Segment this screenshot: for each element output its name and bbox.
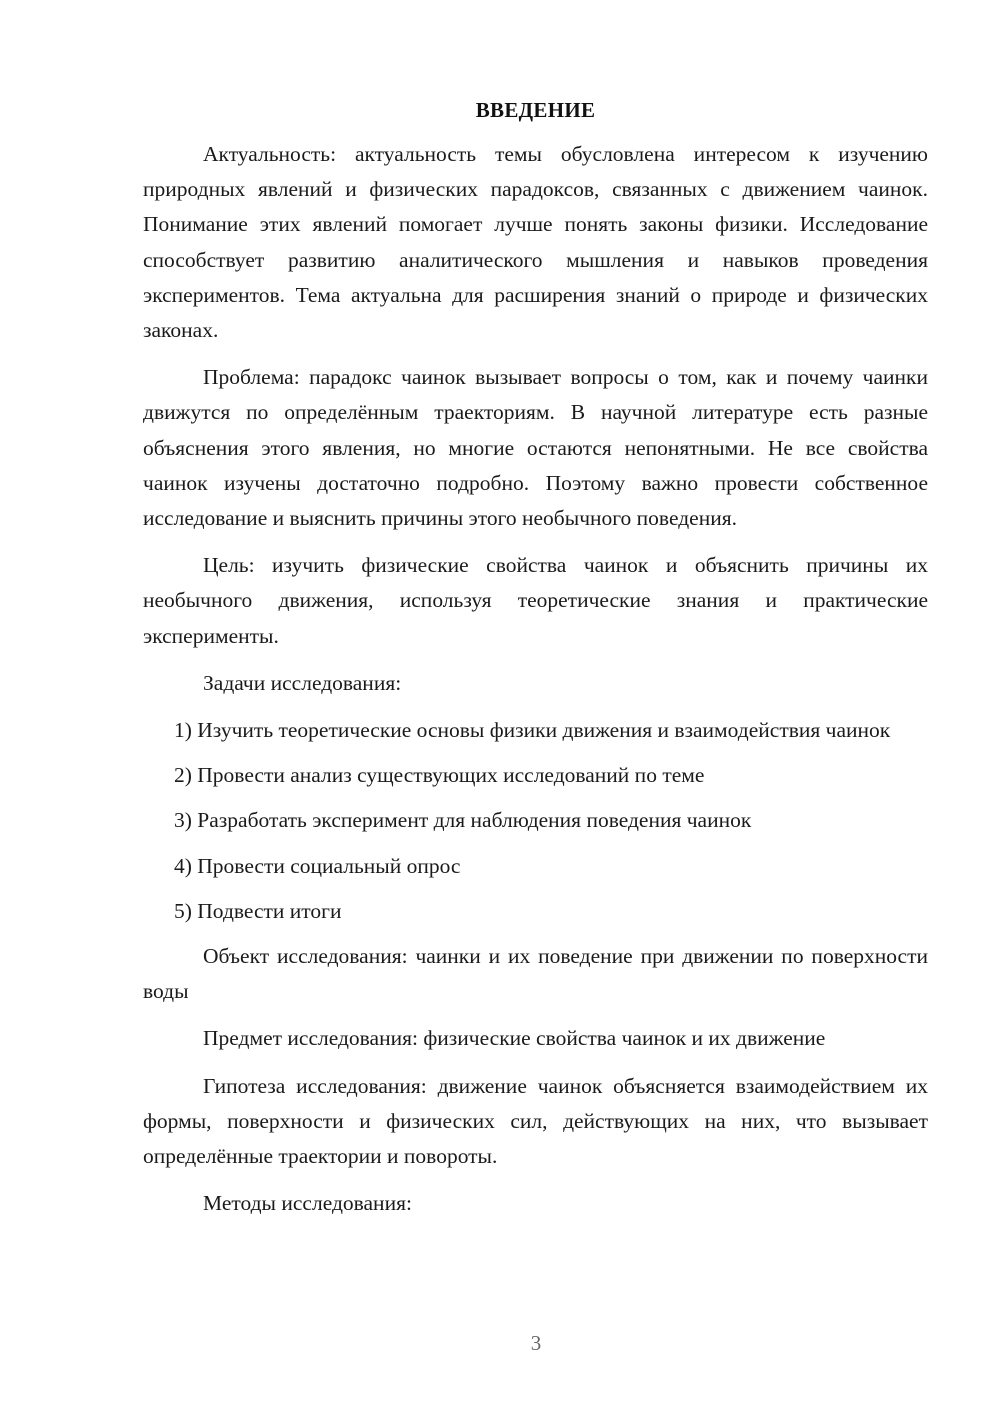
list-item: 3) Разработать эксперимент для наблюдения поведения чаинок [174, 808, 752, 833]
page-title: ВВЕДЕНИЕ [475, 98, 596, 122]
methods-heading: Методы исследования: [203, 1191, 412, 1216]
problem-paragraph: Проблема: парадокс чаинок вызывает вопросы о том, как и почему чаинки движутся по определённым траекториям. В научной литературе есть разные объяснения этого явления, но многие остаются непонятными. Не все свойства чаинок изучены достаточно подробно. Поэтому важно провести собственное исследование и выяснить причины этого необычного поведения. [143, 365, 928, 531]
relevance-paragraph: Актуальность: актуальность темы обусловлена интересом к изучению природных явлений и физических парадоксов, связанных с движением чаинок. Понимание этих явлений помогает лучше понять законы физики. Исследование способствует развитию аналитического мышления и навыков проведения экспериментов. Тема актуальна для расширения знаний о природе и физических законах. [143, 142, 928, 343]
list-item: 1) Изучить теоретические основы физики движения и взаимодействия чаинок [174, 718, 891, 743]
page-number: 3 [530, 1331, 542, 1355]
list-item: 5) Подвести итоги [174, 898, 342, 923]
list-item: 4) Провести социальный опрос [174, 853, 461, 878]
subject-paragraph: Предмет исследования: физические свойства чаинок и их движение [203, 1026, 826, 1051]
list-item: 2) Провести анализ существующих исследований по теме [174, 763, 705, 788]
hypothesis-paragraph: Гипотеза исследования: движение чаинок объясняется взаимодействием их формы, поверхности и физических сил, действующих на них, что вызывает определённые траектории и повороты. [143, 1073, 928, 1169]
tasks-list [143, 713, 928, 929]
object-paragraph: Объект исследования: чаинки и их поведение при движении по поверхности воды [143, 944, 928, 1004]
goal-paragraph: Цель: изучить физические свойства чаинок и объяснить причины их необычного движения, используя теоретические знания и практические эксперименты. [143, 553, 928, 648]
tasks-heading: Задачи исследования: [203, 670, 402, 695]
page-content [143, 95, 928, 1233]
